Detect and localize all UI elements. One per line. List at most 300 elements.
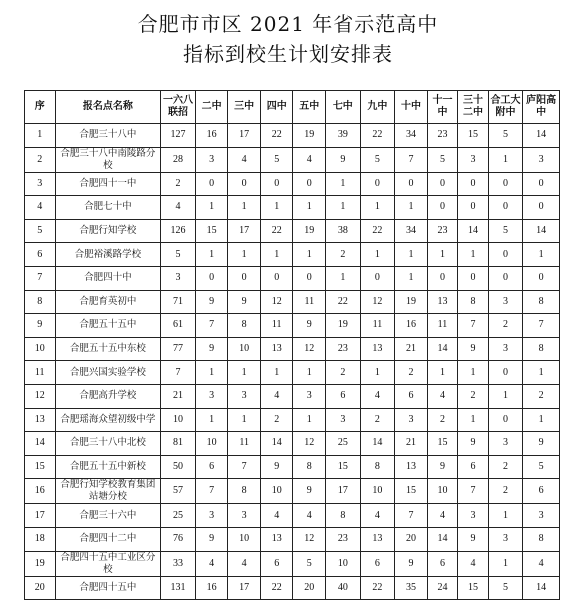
quota-cell: 3: [488, 432, 523, 456]
row-index: 7: [25, 266, 56, 290]
quota-cell: 35: [395, 576, 428, 600]
quota-cell: 17: [326, 479, 361, 504]
school-name: 合肥五十五中东校: [55, 337, 161, 361]
quota-cell: 14: [523, 576, 560, 600]
quota-cell: 9: [458, 432, 489, 456]
quota-cell: 7: [161, 361, 196, 385]
quota-cell: 0: [395, 172, 428, 196]
quota-cell: 6: [260, 551, 293, 576]
quota-cell: 2: [458, 384, 489, 408]
quota-cell: 11: [260, 314, 293, 338]
page-subtitle: 指标到校生计划安排表: [183, 42, 393, 66]
quota-cell: 4: [293, 147, 326, 172]
table-row: [25, 527, 560, 551]
quota-cell: 7: [523, 314, 560, 338]
quota-cell: 1: [260, 196, 293, 220]
quota-cell: 7: [458, 314, 489, 338]
row-index: 14: [25, 432, 56, 456]
quota-cell: 22: [260, 124, 293, 148]
quota-cell: 14: [523, 124, 560, 148]
quota-cell: 22: [360, 576, 395, 600]
quota-cell: 6: [195, 455, 228, 479]
quota-cell: 33: [161, 551, 196, 576]
quota-cell: 22: [360, 219, 395, 243]
quota-cell: 14: [427, 337, 458, 361]
quota-cell: 2: [260, 408, 293, 432]
school-name: 合肥高升学校: [55, 384, 161, 408]
quota-cell: 6: [326, 384, 361, 408]
quota-cell: 4: [427, 384, 458, 408]
quota-cell: 12: [260, 290, 293, 314]
quota-cell: 9: [293, 479, 326, 504]
quota-cell: 4: [161, 196, 196, 220]
table-row: [25, 455, 560, 479]
school-name: 合肥四十五中工业区分校: [55, 551, 161, 576]
quota-cell: 4: [195, 551, 228, 576]
column-header: 三十二中: [458, 91, 489, 124]
quota-cell: 9: [523, 432, 560, 456]
quota-cell: 38: [326, 219, 361, 243]
quota-cell: 9: [260, 455, 293, 479]
quota-cell: 24: [427, 576, 458, 600]
quota-cell: 2: [523, 384, 560, 408]
quota-cell: 13: [360, 337, 395, 361]
quota-cell: 1: [395, 196, 428, 220]
quota-cell: 0: [523, 266, 560, 290]
quota-cell: 1: [260, 243, 293, 267]
quota-cell: 13: [260, 337, 293, 361]
quota-cell: 9: [228, 290, 261, 314]
row-index: 9: [25, 314, 56, 338]
school-name: 合肥三十八中南陵路分校: [55, 147, 161, 172]
school-name: 合肥行知学校: [55, 219, 161, 243]
quota-cell: 5: [260, 147, 293, 172]
quota-cell: 9: [195, 337, 228, 361]
quota-cell: 2: [395, 361, 428, 385]
quota-cell: 1: [260, 361, 293, 385]
quota-cell: 2: [161, 172, 196, 196]
quota-cell: 10: [228, 337, 261, 361]
quota-cell: 57: [161, 479, 196, 504]
quota-cell: 5: [427, 147, 458, 172]
column-header: 九中: [360, 91, 395, 124]
quota-cell: 1: [523, 243, 560, 267]
quota-cell: 9: [458, 527, 489, 551]
table-row: [25, 219, 560, 243]
quota-cell: 22: [326, 290, 361, 314]
quota-cell: 13: [260, 527, 293, 551]
quota-cell: 1: [228, 243, 261, 267]
quota-cell: 6: [458, 455, 489, 479]
quota-cell: 1: [293, 361, 326, 385]
table-row: [25, 196, 560, 220]
quota-cell: 1: [458, 408, 489, 432]
table-header-row: [25, 91, 560, 124]
quota-cell: 1: [195, 243, 228, 267]
quota-cell: 4: [523, 551, 560, 576]
quota-cell: 127: [161, 124, 196, 148]
quota-cell: 2: [326, 243, 361, 267]
quota-cell: 17: [228, 576, 261, 600]
quota-cell: 1: [488, 551, 523, 576]
quota-cell: 2: [427, 408, 458, 432]
quota-cell: 14: [458, 219, 489, 243]
quota-cell: 131: [161, 576, 196, 600]
column-header: 报名点名称: [55, 91, 161, 124]
quota-cell: 1: [488, 384, 523, 408]
quota-cell: 6: [523, 479, 560, 504]
quota-cell: 23: [427, 124, 458, 148]
quota-cell: 10: [260, 479, 293, 504]
school-name: 合肥四十中: [55, 266, 161, 290]
school-name: 合肥三十八中北校: [55, 432, 161, 456]
quota-cell: 1: [360, 361, 395, 385]
table-row: [25, 337, 560, 361]
quota-cell: 76: [161, 527, 196, 551]
quota-cell: 2: [360, 408, 395, 432]
row-index: 5: [25, 219, 56, 243]
quota-cell: 3: [395, 408, 428, 432]
table-row: [25, 504, 560, 528]
quota-cell: 1: [488, 147, 523, 172]
quota-cell: 10: [195, 432, 228, 456]
quota-cell: 9: [458, 337, 489, 361]
quota-cell: 2: [488, 314, 523, 338]
table-row: [25, 124, 560, 148]
quota-cell: 5: [360, 147, 395, 172]
quota-cell: 3: [228, 504, 261, 528]
quota-cell: 1: [395, 243, 428, 267]
quota-cell: 1: [228, 408, 261, 432]
quota-cell: 4: [228, 147, 261, 172]
column-header: 三中: [228, 91, 261, 124]
quota-cell: 2: [488, 479, 523, 504]
quota-cell: 4: [260, 384, 293, 408]
table-row: [25, 266, 560, 290]
quota-cell: 3: [488, 290, 523, 314]
quota-cell: 15: [195, 219, 228, 243]
quota-cell: 9: [195, 527, 228, 551]
quota-cell: 13: [427, 290, 458, 314]
quota-cell: 1: [293, 196, 326, 220]
quota-cell: 15: [326, 455, 361, 479]
quota-cell: 23: [427, 219, 458, 243]
quota-cell: 5: [488, 219, 523, 243]
quota-cell: 3: [488, 337, 523, 361]
quota-cell: 0: [293, 172, 326, 196]
quota-cell: 4: [228, 551, 261, 576]
column-header: 一六八联招: [161, 91, 196, 124]
school-name: 合肥四十二中: [55, 527, 161, 551]
quota-cell: 13: [395, 455, 428, 479]
quota-cell: 3: [458, 504, 489, 528]
quota-cell: 25: [326, 432, 361, 456]
quota-cell: 10: [326, 551, 361, 576]
quota-cell: 1: [458, 361, 489, 385]
quota-cell: 5: [488, 576, 523, 600]
quota-cell: 28: [161, 147, 196, 172]
quota-cell: 1: [326, 266, 361, 290]
quota-cell: 4: [293, 504, 326, 528]
row-index: 6: [25, 243, 56, 267]
quota-cell: 21: [161, 384, 196, 408]
quota-cell: 5: [293, 551, 326, 576]
quota-cell: 8: [293, 455, 326, 479]
quota-cell: 0: [458, 196, 489, 220]
quota-cell: 0: [488, 361, 523, 385]
quota-cell: 10: [427, 479, 458, 504]
row-index: 4: [25, 196, 56, 220]
row-index: 2: [25, 147, 56, 172]
quota-cell: 1: [427, 361, 458, 385]
row-index: 19: [25, 551, 56, 576]
quota-cell: 7: [195, 479, 228, 504]
quota-cell: 34: [395, 124, 428, 148]
quota-cell: 0: [228, 172, 261, 196]
table-body: [25, 124, 560, 600]
table-row: [25, 243, 560, 267]
quota-cell: 0: [260, 172, 293, 196]
quota-cell: 0: [427, 196, 458, 220]
quota-cell: 12: [293, 337, 326, 361]
quota-cell: 3: [161, 266, 196, 290]
quota-cell: 6: [395, 384, 428, 408]
quota-cell: 11: [293, 290, 326, 314]
quota-cell: 11: [360, 314, 395, 338]
school-name: 合肥四十五中: [55, 576, 161, 600]
quota-cell: 1: [360, 196, 395, 220]
quota-cell: 19: [293, 124, 326, 148]
quota-cell: 7: [458, 479, 489, 504]
quota-cell: 10: [228, 527, 261, 551]
quota-cell: 0: [458, 172, 489, 196]
quota-cell: 1: [293, 243, 326, 267]
quota-cell: 19: [293, 219, 326, 243]
quota-cell: 7: [228, 455, 261, 479]
quota-cell: 8: [326, 504, 361, 528]
quota-cell: 9: [427, 455, 458, 479]
quota-cell: 11: [427, 314, 458, 338]
school-name: 合肥七十中: [55, 196, 161, 220]
quota-cell: 3: [293, 384, 326, 408]
quota-cell: 4: [360, 504, 395, 528]
table-row: [25, 551, 560, 576]
column-header: 七中: [326, 91, 361, 124]
quota-cell: 3: [458, 147, 489, 172]
quota-cell: 0: [427, 172, 458, 196]
quota-cell: 16: [195, 576, 228, 600]
quota-cell: 39: [326, 124, 361, 148]
column-header: 十中: [395, 91, 428, 124]
quota-cell: 22: [360, 124, 395, 148]
quota-cell: 0: [523, 196, 560, 220]
quota-cell: 1: [228, 361, 261, 385]
quota-cell: 71: [161, 290, 196, 314]
quota-cell: 3: [195, 504, 228, 528]
table-row: [25, 290, 560, 314]
quota-cell: 22: [260, 219, 293, 243]
quota-cell: 0: [523, 172, 560, 196]
quota-cell: 0: [228, 266, 261, 290]
school-name: 合肥三十八中: [55, 124, 161, 148]
table-row: [25, 147, 560, 172]
table-row: [25, 432, 560, 456]
row-index: 11: [25, 361, 56, 385]
row-index: 10: [25, 337, 56, 361]
quota-cell: 16: [195, 124, 228, 148]
quota-cell: 9: [326, 147, 361, 172]
quota-cell: 14: [523, 219, 560, 243]
row-index: 13: [25, 408, 56, 432]
quota-cell: 0: [488, 408, 523, 432]
table-row: [25, 172, 560, 196]
quota-cell: 81: [161, 432, 196, 456]
quota-cell: 61: [161, 314, 196, 338]
quota-cell: 4: [260, 504, 293, 528]
column-header: 二中: [195, 91, 228, 124]
row-index: 18: [25, 527, 56, 551]
row-index: 3: [25, 172, 56, 196]
quota-cell: 9: [293, 314, 326, 338]
quota-cell: 40: [326, 576, 361, 600]
quota-cell: 14: [427, 527, 458, 551]
quota-cell: 8: [228, 314, 261, 338]
row-index: 12: [25, 384, 56, 408]
row-index: 1: [25, 124, 56, 148]
column-header: 庐阳高中: [523, 91, 560, 124]
quota-cell: 8: [523, 290, 560, 314]
quota-cell: 3: [228, 384, 261, 408]
quota-cell: 0: [488, 172, 523, 196]
row-index: 16: [25, 479, 56, 504]
row-index: 17: [25, 504, 56, 528]
quota-cell: 34: [395, 219, 428, 243]
quota-cell: 0: [488, 266, 523, 290]
quota-cell: 7: [395, 147, 428, 172]
school-name: 合肥瑶海众望初级中学: [55, 408, 161, 432]
table-row: [25, 361, 560, 385]
column-header: 十一中: [427, 91, 458, 124]
quota-cell: 6: [427, 551, 458, 576]
school-name: 合肥行知学校教育集团站塘分校: [55, 479, 161, 504]
quota-cell: 0: [260, 266, 293, 290]
quota-cell: 21: [395, 432, 428, 456]
quota-cell: 1: [195, 408, 228, 432]
quota-cell: 17: [228, 219, 261, 243]
quota-cell: 1: [523, 361, 560, 385]
quota-cell: 15: [458, 124, 489, 148]
quota-cell: 50: [161, 455, 196, 479]
quota-cell: 3: [523, 147, 560, 172]
table-row: [25, 576, 560, 600]
school-name: 合肥三十六中: [55, 504, 161, 528]
quota-cell: 22: [260, 576, 293, 600]
quota-cell: 15: [395, 479, 428, 504]
quota-cell: 12: [293, 527, 326, 551]
column-header: 五中: [293, 91, 326, 124]
quota-cell: 1: [395, 266, 428, 290]
quota-cell: 15: [458, 576, 489, 600]
quota-cell: 14: [260, 432, 293, 456]
quota-cell: 25: [161, 504, 196, 528]
school-name: 合肥育英初中: [55, 290, 161, 314]
quota-cell: 1: [427, 243, 458, 267]
quota-cell: 1: [195, 361, 228, 385]
quota-cell: 1: [458, 243, 489, 267]
quota-cell: 77: [161, 337, 196, 361]
quota-cell: 1: [360, 243, 395, 267]
quota-cell: 9: [195, 290, 228, 314]
allocation-table: [24, 90, 560, 600]
column-header: 合工大附中: [488, 91, 523, 124]
quota-cell: 0: [488, 196, 523, 220]
table-row: [25, 314, 560, 338]
quota-cell: 8: [228, 479, 261, 504]
quota-cell: 9: [395, 551, 428, 576]
quota-cell: 0: [360, 172, 395, 196]
quota-cell: 3: [195, 384, 228, 408]
quota-cell: 1: [488, 504, 523, 528]
quota-cell: 0: [195, 172, 228, 196]
quota-cell: 16: [395, 314, 428, 338]
quota-cell: 3: [195, 147, 228, 172]
quota-cell: 13: [360, 527, 395, 551]
quota-cell: 2: [488, 455, 523, 479]
quota-cell: 23: [326, 337, 361, 361]
quota-cell: 7: [395, 504, 428, 528]
quota-cell: 4: [458, 551, 489, 576]
quota-cell: 19: [395, 290, 428, 314]
quota-cell: 14: [360, 432, 395, 456]
quota-cell: 0: [427, 266, 458, 290]
quota-cell: 8: [458, 290, 489, 314]
row-index: 8: [25, 290, 56, 314]
quota-cell: 0: [360, 266, 395, 290]
quota-cell: 10: [360, 479, 395, 504]
quota-cell: 0: [458, 266, 489, 290]
quota-cell: 3: [326, 408, 361, 432]
quota-cell: 126: [161, 219, 196, 243]
quota-cell: 0: [293, 266, 326, 290]
quota-cell: 1: [326, 172, 361, 196]
quota-cell: 7: [195, 314, 228, 338]
quota-cell: 5: [488, 124, 523, 148]
quota-cell: 0: [195, 266, 228, 290]
quota-cell: 20: [395, 527, 428, 551]
table-row: [25, 479, 560, 504]
quota-cell: 17: [228, 124, 261, 148]
quota-cell: 19: [326, 314, 361, 338]
quota-cell: 1: [195, 196, 228, 220]
column-header: 四中: [260, 91, 293, 124]
quota-cell: 11: [228, 432, 261, 456]
quota-cell: 1: [326, 196, 361, 220]
quota-cell: 5: [523, 455, 560, 479]
school-name: 合肥裕溪路学校: [55, 243, 161, 267]
school-name: 合肥五十五中新校: [55, 455, 161, 479]
quota-cell: 10: [161, 408, 196, 432]
quota-cell: 23: [326, 527, 361, 551]
quota-cell: 4: [360, 384, 395, 408]
page-title: 合肥市市区 2021 年省示范高中: [137, 12, 439, 36]
quota-cell: 12: [293, 432, 326, 456]
table-row: [25, 408, 560, 432]
school-name: 合肥兴国实验学校: [55, 361, 161, 385]
row-index: 20: [25, 576, 56, 600]
quota-cell: 5: [161, 243, 196, 267]
quota-cell: 15: [427, 432, 458, 456]
column-header: 序: [25, 91, 56, 124]
